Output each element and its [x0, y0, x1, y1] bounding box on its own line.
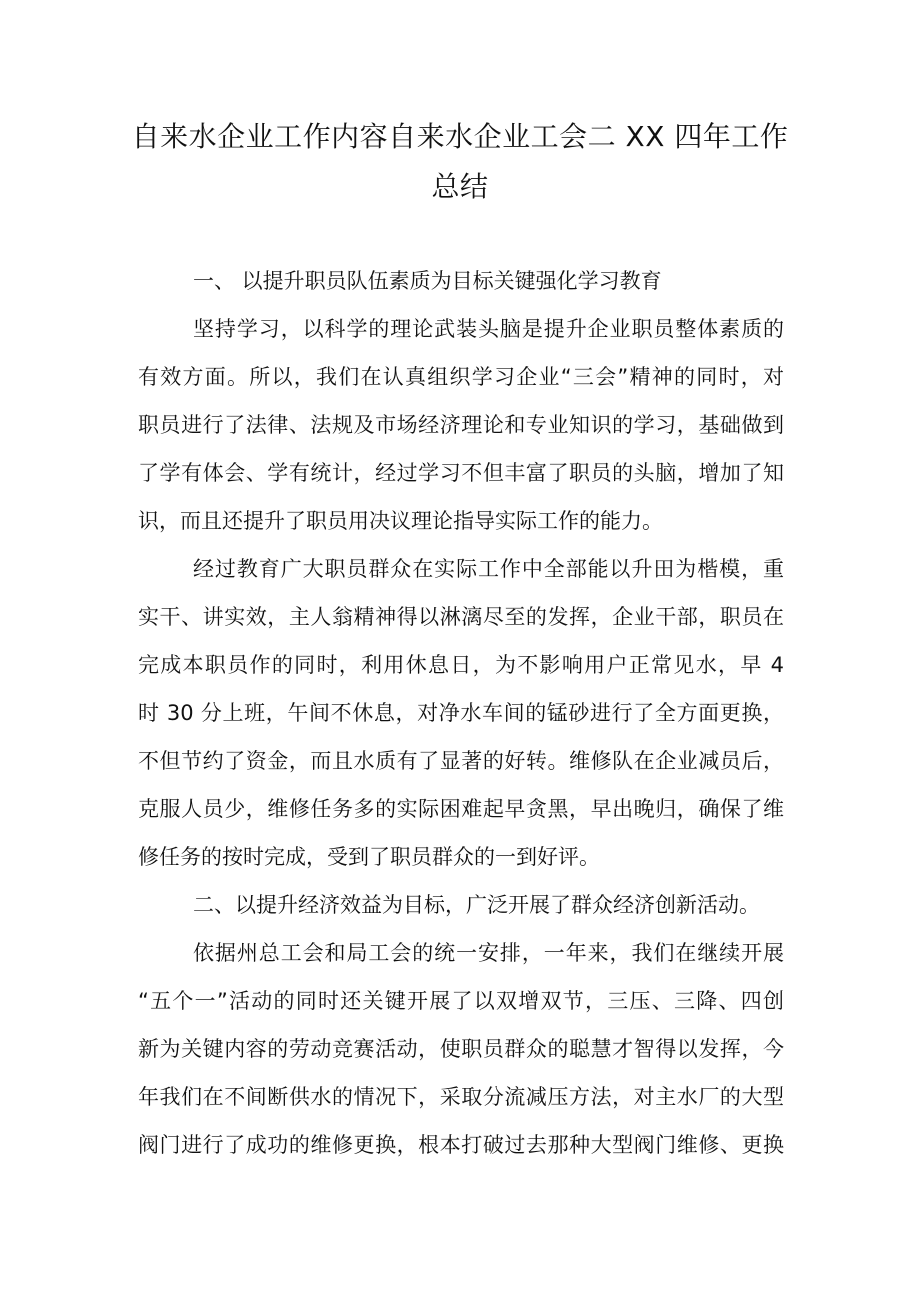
paragraph-line: 坚持学习，以科学的理论武装头脑是提升企业职员整体素质的 [193, 317, 784, 341]
paragraph-line: 完成本职员作的同时，利用休息日，为不影响用户正常见水，早 4 [138, 653, 784, 677]
paragraph-line: 修任务的按时完成，受到了职员群众的一到好评。 [138, 845, 600, 869]
paragraph-line: 年我们在不间断供水的情况下，采取分流减压方法，对主水厂的大型 [138, 1085, 784, 1109]
title-line-2: 总结 [431, 170, 489, 203]
paragraph-line: 有效方面。所以，我们在认真组织学习企业“三会”精神的同时，对 [138, 365, 784, 389]
paragraph-line: 一、 以提升职员队伍素质为目标关键强化学习教育 [193, 269, 662, 293]
paragraph-line: 二、以提升经济效益为目标，广泛开展了群众经济创新活动。 [193, 893, 760, 917]
paragraph-line: 职员进行了法律、法规及市场经济理论和专业知识的学习，基础做到 [138, 413, 784, 437]
paragraph-line: 实干、讲实效，主人翁精神得以淋漓尽至的发挥，企业干部，职员在 [138, 605, 784, 629]
paragraph-line: 时 30 分上班，午间不休息，对净水车间的锰砂进行了全方面更换， [138, 701, 784, 725]
paragraph-line: 不但节约了资金，而且水质有了显著的好转。维修队在企业减员后， [138, 749, 784, 773]
paragraph-line: 依据州总工会和局工会的统一安排，一年来，我们在继续开展 [193, 941, 784, 965]
paragraph-line: 了学有体会、学有统计，经过学习不但丰富了职员的头脑，增加了知 [138, 461, 784, 485]
paragraph-line: 识，而且还提升了职员用决议理论指导实际工作的能力。 [138, 509, 663, 533]
paragraph-line: 经过教育广大职员群众在实际工作中全部能以升田为楷模，重 [193, 557, 784, 581]
document-body [138, 257, 784, 1169]
paragraph-line: 阀门进行了成功的维修更换，根本打破过去那种大型阀门维修、更换 [138, 1133, 784, 1157]
paragraph-line: 克服人员少，维修任务多的实际困难起早贪黑，早出晚归，确保了维 [138, 797, 784, 821]
paragraph-line: “五个一”活动的同时还关键开展了以双增双节，三压、三降、四创 [138, 989, 784, 1013]
paragraph-line: 新为关键内容的劳动竞赛活动，使职员群众的聪慧才智得以发挥，今 [138, 1037, 784, 1061]
title-line-1: 自来水企业工作内容自来水企业工会二 XX 四年工作 [131, 120, 789, 153]
document-title [120, 112, 800, 212]
